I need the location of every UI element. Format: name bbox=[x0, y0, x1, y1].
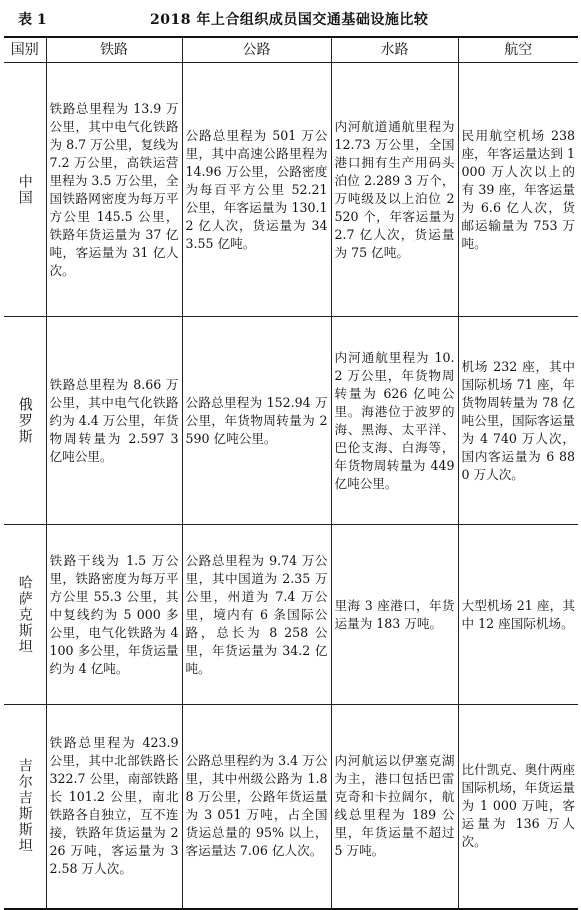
header-row bbox=[4, 37, 578, 63]
table-row bbox=[4, 525, 578, 705]
rail-cell: 铁路干线为 1.5 万公里，铁路密度为每万平方公里 55.3 公里，其中复线约为 5 000 多公里，电气化铁路为 4 100 多公里，年货运量约为 4 亿吨。 bbox=[46, 525, 182, 705]
header-country: 国别 bbox=[4, 37, 46, 63]
rail-cell: 铁路总里程为 8.66 万公里，其中电气化铁路约为 4.4 万公里，年货物周转量为 2.597 3 亿吨公里。 bbox=[46, 317, 182, 525]
country-name: 中国 bbox=[16, 173, 33, 206]
country-cell bbox=[4, 705, 46, 909]
rail-cell: 铁路总里程为 13.9 万公里，其中电气化铁路为 8.7 万公里，复线为 7.2 万公里，高铁运营里程为 3.5 万公里，全国铁路网密度为每万平方公里 145.5 公里，铁路年货运量为 37 亿吨，客运量为 31 亿人次。 bbox=[46, 63, 182, 317]
air-cell: 大型机场 21 座，其中 12 座国际机场。 bbox=[458, 525, 578, 705]
table-number: 表 1 bbox=[18, 12, 47, 28]
table-row bbox=[4, 705, 578, 909]
header-rail: 铁路 bbox=[46, 37, 182, 63]
header-water: 水路 bbox=[331, 37, 458, 63]
header-road: 公路 bbox=[182, 37, 331, 63]
country-cell bbox=[4, 525, 46, 705]
air-cell: 机场 232 座，其中国际机场 71 座，年货物周转量为 78 亿吨公里，国际客运量为 4 740 万人次，国内客运量为 6 880 万人次。 bbox=[458, 317, 578, 525]
comparison-table bbox=[4, 36, 578, 910]
road-cell: 公路总里程为 152.94 万公里，年货物周转量为 2 590 亿吨公里。 bbox=[182, 317, 331, 525]
water-cell: 内河航运以伊塞克湖为主，港口包括巴雷克奇和卡拉阔尔，航线总里程为 189 公里，年货运量不超过 5 万吨。 bbox=[331, 705, 458, 909]
water-cell: 里海 3 座港口，年货运量为 183 万吨。 bbox=[331, 525, 458, 705]
road-cell: 公路总里程为 501 万公里，其中高速公路里程为 14.96 万公里，公路密度为每百平方公里 52.21 公里，年客运量为 130.12 亿人次，货运量为 343.55 亿吨。 bbox=[182, 63, 331, 317]
water-cell: 内河通航里程为 10.2 万公里，年货物周转量为 626 亿吨公里。海港位于波罗的海、黑海、太平洋、巴伦支海、白海等，年货物周转量为 449 亿吨公里。 bbox=[331, 317, 458, 525]
water-cell: 内河航道通航里程为 12.73 万公里，全国港口拥有生产用码头泊位 2.289 3 万个，万吨级及以上泊位 2 520 个，年客运量为 2.7 亿人次，货运量为 75 亿吨。 bbox=[331, 63, 458, 317]
header-air: 航空 bbox=[458, 37, 578, 63]
country-name: 俄罗斯 bbox=[16, 396, 33, 445]
road-cell: 公路总里程约为 3.4 万公里，其中州级公路为 1.88 万公里，公路年货运量为 3 051 万吨，占全国货运总量的 95% 以上，客运量达 7.06 亿人次。 bbox=[182, 705, 331, 909]
country-cell bbox=[4, 317, 46, 525]
country-cell bbox=[4, 63, 46, 317]
rail-cell: 铁路总里程为 423.9 公里，其中北部铁路长 322.7 公里，南部铁路长 101.2 公里，南北铁路各自独立，互不连接，铁路年货运量为 226 万吨，客运量为 32.58 万人次。 bbox=[46, 705, 182, 909]
country-name: 吉尔吉斯斯坦 bbox=[16, 758, 33, 855]
air-cell: 比什凯克、奥什两座国际机场，年货运量为 1 000 万吨，客运量为 136 万人次。 bbox=[458, 705, 578, 909]
country-name: 哈萨克斯坦 bbox=[16, 574, 33, 655]
table-caption bbox=[0, 0, 581, 34]
table-title: 2018 年上合组织成员国交通基础设施比较 bbox=[150, 12, 429, 28]
air-cell: 民用航空机场 238 座，年客运量达到 1 000 万人次以上的有 39 座，年客运量为 6.6 亿人次，货邮运输量为 753 万吨。 bbox=[458, 63, 578, 317]
road-cell: 公路总里程为 9.74 万公里，其中国道为 2.35 万公里，州道为 7.4 万公里，境内有 6 条国际公路，总长为 8 258 公里，年货运量为 34.2 亿吨。 bbox=[182, 525, 331, 705]
table-row bbox=[4, 317, 578, 525]
table-row bbox=[4, 63, 578, 317]
